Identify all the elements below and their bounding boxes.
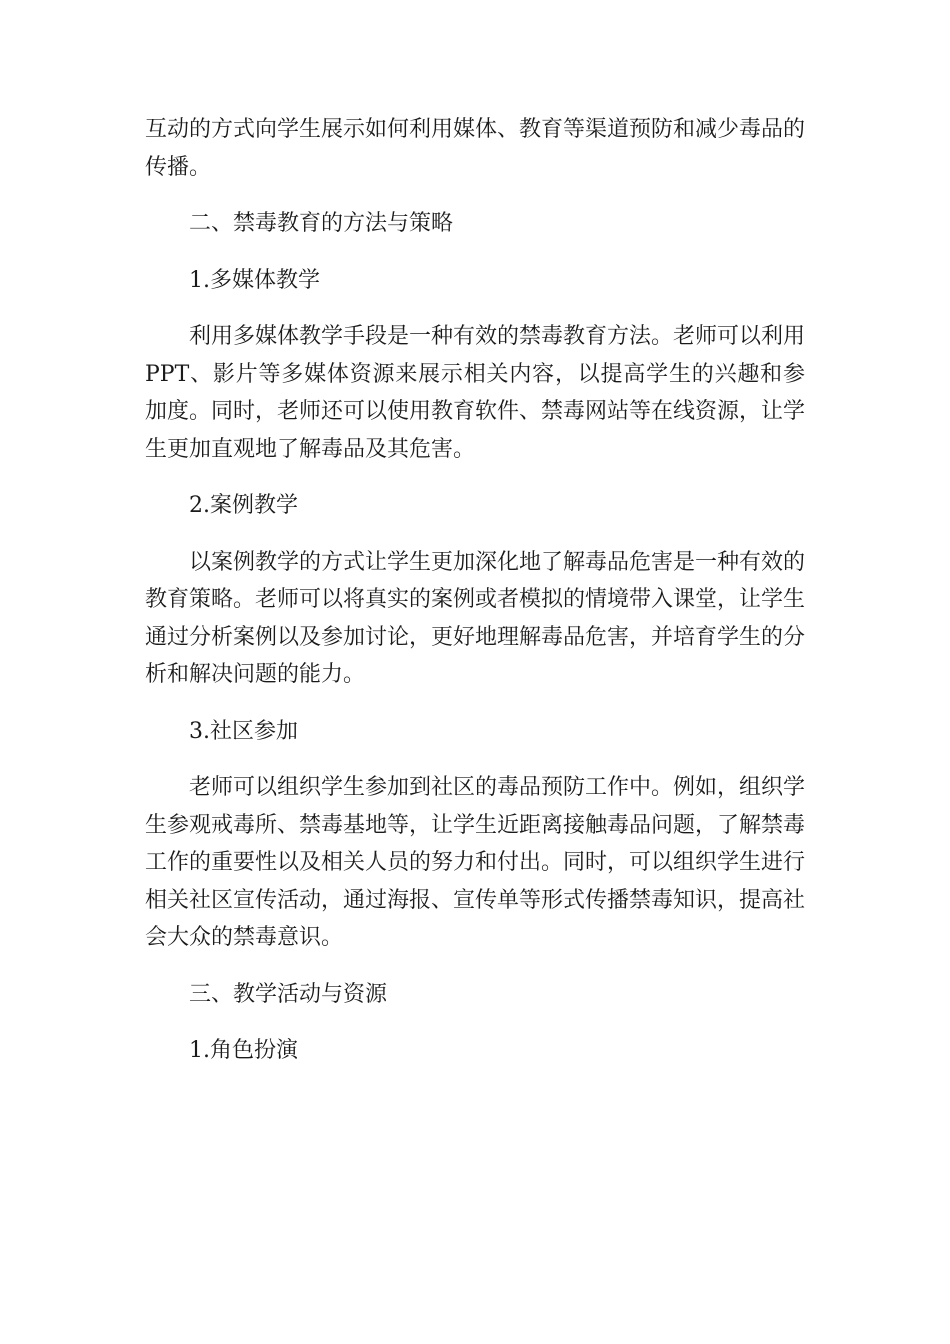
subheading-community: 3.社区参加	[189, 718, 298, 744]
paragraph-community: 老师可以组织学生参加到社区的毒品预防工作中。例如，组织学生参观戒毒所、禁毒基地等，让学生近距离接触毒品问题，了解禁毒工作的重要性以及相关人员的努力和付出。同时，可以组织学生进行相关社区宣传活动，通过海报、宣传单等形式传播禁毒知识，提高社会大众的禁毒意识。	[145, 775, 806, 950]
section-heading-activities: 三、教学活动与资源	[189, 981, 388, 1007]
section-heading-methods: 二、禁毒教育的方法与策略	[189, 211, 454, 236]
paragraph-continuation: 互动的方式向学生展示如何利用媒体、教育等渠道预防和减少毒品的传播。	[145, 117, 806, 180]
document-body	[145, 111, 805, 1089]
subheading-case-teaching: 2.案例教学	[189, 493, 298, 518]
paragraph-case-teaching: 以案例教学的方式让学生更加深化地了解毒品危害是一种有效的教育策略。老师可以将真实的案例或者模拟的情境带入课堂，让学生通过分析案例以及参加讨论，更好地理解毒品危害，并培育学生的分析和解决问题的能力。	[145, 549, 806, 687]
subheading-role-play: 1.角色扮演	[189, 1038, 298, 1063]
subheading-multimedia: 1.多媒体教学	[189, 267, 320, 293]
paragraph-multimedia: 利用多媒体教学手段是一种有效的禁毒教育方法。老师可以利用PPT、影片等多媒体资源来展示相关内容，以提高学生的兴趣和参加度。同时，老师还可以使用教育软件、禁毒网站等在线资源，让学生更加直观地了解毒品及其危害。	[145, 324, 806, 462]
